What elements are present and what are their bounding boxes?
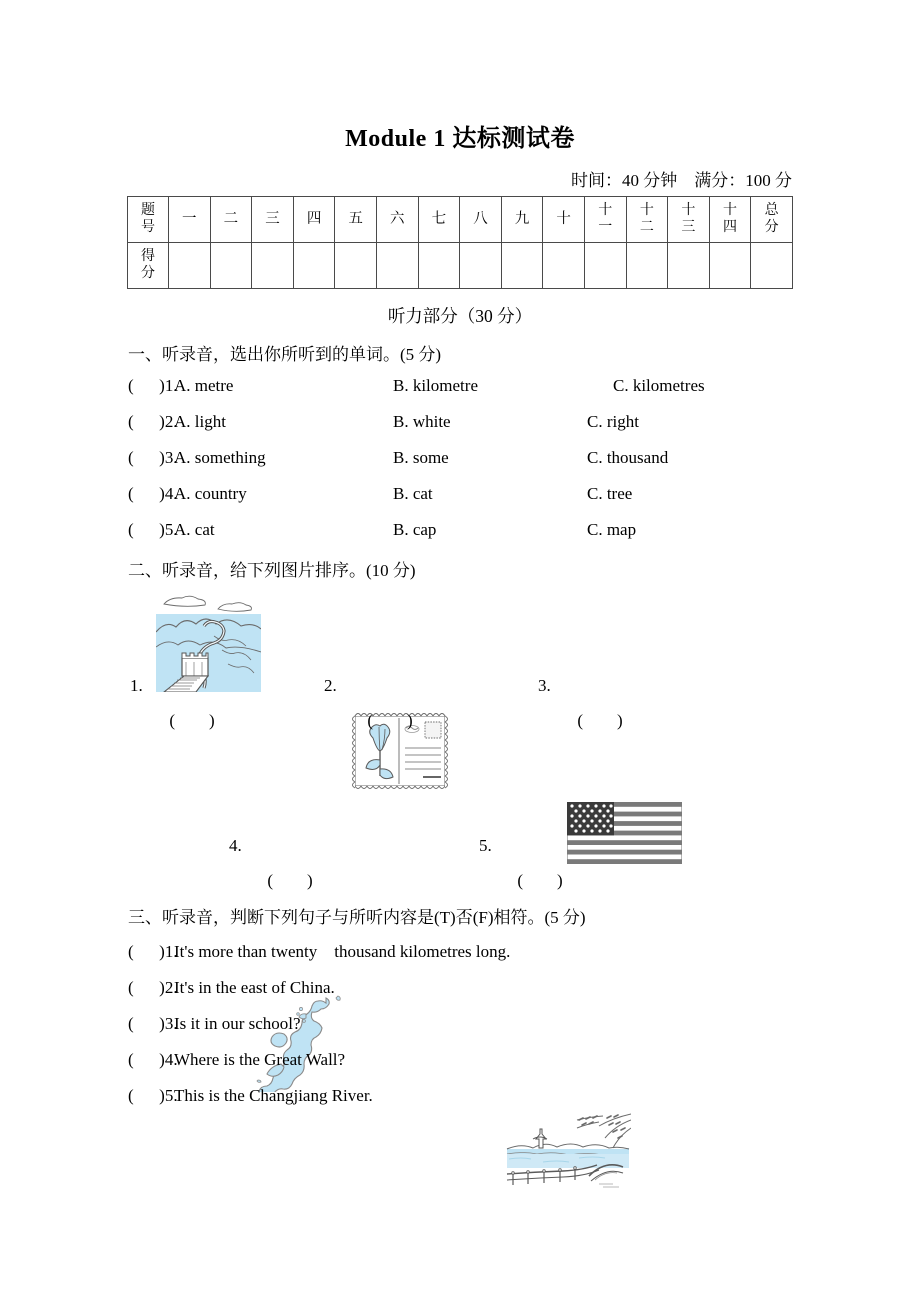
- score-cell-3[interactable]: [252, 243, 294, 289]
- score-cell-11[interactable]: [584, 243, 626, 289]
- score-table-col-13: 十 三: [668, 197, 710, 243]
- option-c-s1-3[interactable]: C. thousand: [587, 448, 669, 467]
- option-b-s1-2[interactable]: B. white: [393, 412, 451, 431]
- picture-answer-bracket-1[interactable]: ( ): [169, 711, 215, 730]
- option-a-s1-2[interactable]: A. light: [174, 412, 226, 431]
- score-cell-7[interactable]: [418, 243, 460, 289]
- choice-row-4: [128, 484, 828, 508]
- tf-row-1: [128, 942, 848, 966]
- tf-row-2: [128, 978, 848, 1002]
- score-cell-12[interactable]: [626, 243, 668, 289]
- choice-row-2: [128, 412, 828, 436]
- picture-number-1: 1.: [130, 676, 143, 695]
- score-table-col-7: 七: [418, 197, 460, 243]
- score-table-col-4: 四: [293, 197, 335, 243]
- score-cell-5[interactable]: [335, 243, 377, 289]
- statement-s3-4: Where is the Great Wall?: [174, 1050, 346, 1069]
- choice-row-1: [128, 376, 828, 400]
- choice-row-5: [128, 520, 828, 544]
- score-cell-13[interactable]: [668, 243, 710, 289]
- option-a-s1-4[interactable]: A. country: [174, 484, 247, 503]
- score-table-col-9: 九: [501, 197, 543, 243]
- score-cell-14[interactable]: [709, 243, 751, 289]
- score-table-col-5: 五: [335, 197, 377, 243]
- score-cell-4[interactable]: [293, 243, 335, 289]
- picture-answer-bracket-5[interactable]: ( ): [517, 871, 563, 890]
- score-table-col-10: 十: [543, 197, 585, 243]
- option-a-s1-3[interactable]: A. something: [174, 448, 266, 467]
- tf-row-3: [128, 1014, 848, 1038]
- section-3-heading: 三、听录音，判断下列句子与所听内容是(T)否(F)相符。(5 分): [128, 908, 586, 927]
- picture-number-2: 2.: [324, 676, 337, 695]
- score-cell-10[interactable]: [543, 243, 585, 289]
- score-cell-total[interactable]: [751, 243, 793, 289]
- option-c-s1-4[interactable]: C. tree: [587, 484, 633, 503]
- answer-bracket-s1-3[interactable]: ( )3.: [128, 448, 178, 467]
- score-table-col-3: 三: [252, 197, 294, 243]
- listening-part-banner: 听力部分（30 分）: [387, 306, 533, 326]
- score-table-row-label-score: 得 分: [128, 243, 169, 289]
- answer-bracket-s3-1[interactable]: ( )1.: [128, 942, 178, 961]
- score-table-col-14: 十 四: [709, 197, 751, 243]
- section-1-heading: 一、听录音，选出你所听到的单词。(5 分): [128, 345, 442, 364]
- tf-row-5: [128, 1086, 848, 1110]
- page-title: Module 1 达标测试卷: [345, 126, 575, 152]
- score-cell-2[interactable]: [210, 243, 252, 289]
- answer-bracket-s3-3[interactable]: ( )3.: [128, 1014, 178, 1033]
- option-a-s1-1[interactable]: A. metre: [174, 376, 234, 395]
- picture-number-4: 4.: [229, 836, 242, 855]
- score-table-col-8: 八: [460, 197, 502, 243]
- option-c-s1-5[interactable]: C. map: [587, 520, 637, 539]
- option-b-s1-5[interactable]: B. cap: [393, 520, 437, 539]
- score-table-row-label-question: 题 号: [128, 197, 169, 243]
- answer-bracket-s1-2[interactable]: ( )2.: [128, 412, 178, 431]
- picture-number-5: 5.: [479, 836, 492, 855]
- answer-bracket-s3-5[interactable]: ( )5.: [128, 1086, 178, 1105]
- picture-answer-bracket-4[interactable]: ( ): [267, 871, 313, 890]
- statement-s3-3: Is it in our school?: [174, 1014, 301, 1033]
- score-cell-1[interactable]: [169, 243, 211, 289]
- tf-row-4: [128, 1050, 848, 1074]
- option-a-s1-5[interactable]: A. cat: [174, 520, 215, 539]
- answer-bracket-s1-5[interactable]: ( )5.: [128, 520, 178, 539]
- picture-answer-bracket-3[interactable]: ( ): [577, 711, 623, 730]
- score-table-col-12: 十 二: [626, 197, 668, 243]
- west-lake-illustration: [503, 1112, 631, 1190]
- option-c-s1-2[interactable]: C. right: [587, 412, 639, 431]
- great-wall-illustration: [156, 592, 261, 692]
- answer-bracket-s1-4[interactable]: ( )4.: [128, 484, 178, 503]
- answer-bracket-s3-2[interactable]: ( )2.: [128, 978, 178, 997]
- uk-map-illustration: [254, 992, 354, 1092]
- statement-s3-1: It's more than twenty thousand kilometres long.: [174, 942, 511, 961]
- score-table-col-total: 总 分: [751, 197, 793, 243]
- exam-meta-line: 时间：40 分钟 满分：100 分: [571, 171, 792, 190]
- statement-s3-5: This is the Changjiang River.: [174, 1086, 373, 1105]
- score-table-col-6: 六: [376, 197, 418, 243]
- answer-bracket-s3-4[interactable]: ( )4.: [128, 1050, 178, 1069]
- picture-answer-bracket-2[interactable]: ( ): [367, 711, 413, 730]
- score-table: [127, 196, 793, 289]
- option-c-s1-1[interactable]: C. kilometres: [613, 376, 705, 395]
- score-table-col-2: 二: [210, 197, 252, 243]
- option-b-s1-4[interactable]: B. cat: [393, 484, 433, 503]
- option-b-s1-3[interactable]: B. some: [393, 448, 449, 467]
- score-cell-6[interactable]: [376, 243, 418, 289]
- statement-s3-2: It's in the east of China.: [174, 978, 335, 997]
- us-flag-illustration: [567, 802, 682, 864]
- option-b-s1-1[interactable]: B. kilometre: [393, 376, 478, 395]
- answer-bracket-s1-1[interactable]: ( )1.: [128, 376, 178, 395]
- picture-number-3: 3.: [538, 676, 551, 695]
- table-row-scores: [128, 243, 793, 289]
- score-table-col-11: 十 一: [584, 197, 626, 243]
- score-cell-8[interactable]: [460, 243, 502, 289]
- score-cell-9[interactable]: [501, 243, 543, 289]
- score-table-col-1: 一: [169, 197, 211, 243]
- section-2-heading: 二、听录音，给下列图片排序。(10 分): [128, 561, 416, 580]
- table-row-question-numbers: [128, 197, 793, 243]
- choice-row-3: [128, 448, 828, 472]
